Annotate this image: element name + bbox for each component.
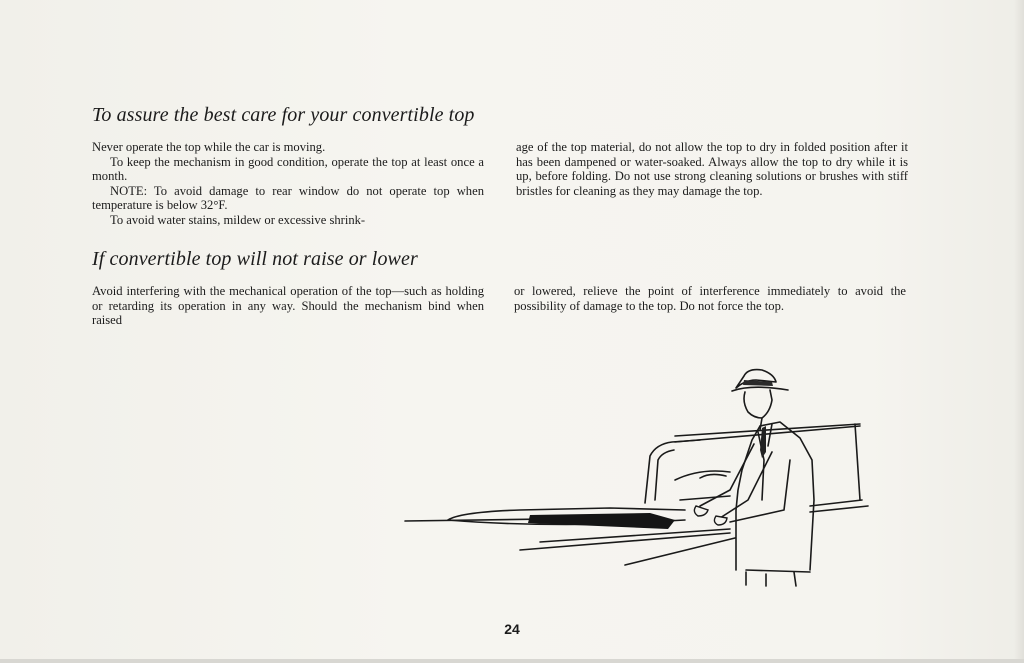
- care-paragraph: Never operate the top while the car is moving.: [92, 140, 326, 154]
- page-number: 24: [504, 621, 520, 637]
- care-text-column-left: [92, 140, 484, 228]
- troubleshoot-text-column-right: [514, 284, 906, 313]
- care-text-column-right: [516, 140, 908, 198]
- man-folding-convertible-top-illustration: [400, 360, 880, 590]
- section-heading-care: To assure the best care for your convertible top: [92, 104, 475, 126]
- care-paragraph-note: NOTE: To avoid damage to rear window do not operate top when temperature is below 32°F.: [92, 183, 484, 213]
- section-heading-troubleshoot: If convertible top will not raise or lower: [92, 248, 418, 270]
- folded-top-fabric: [528, 513, 675, 529]
- troubleshoot-text-column-left: [92, 284, 484, 328]
- care-paragraph: To avoid water stains, mildew or excessive shrink-: [110, 212, 366, 227]
- care-paragraph: To keep the mechanism in good condition, operate the top at least once a month.: [92, 154, 484, 184]
- page-edge-shadow: [1014, 0, 1024, 663]
- troubleshoot-paragraph: Avoid interfering with the mechanical operation of the top—such as holding or retarding its operation in any way. Should the mechanism bind when raised: [92, 284, 484, 328]
- troubleshoot-paragraph: or lowered, relieve the point of interference immediately to avoid the possibility of damage to the top. Do not force the top.: [514, 284, 906, 313]
- care-paragraph: age of the top material, do not allow the top to dry in folded position after it has been dampened or water-soaked. Always allow the top to dry while it is up, before folding. Do not use strong cleaning solutions or brushes with stiff bristles for cleaning as they may damage the top.: [516, 140, 908, 198]
- page-bottom-edge: [0, 659, 1024, 663]
